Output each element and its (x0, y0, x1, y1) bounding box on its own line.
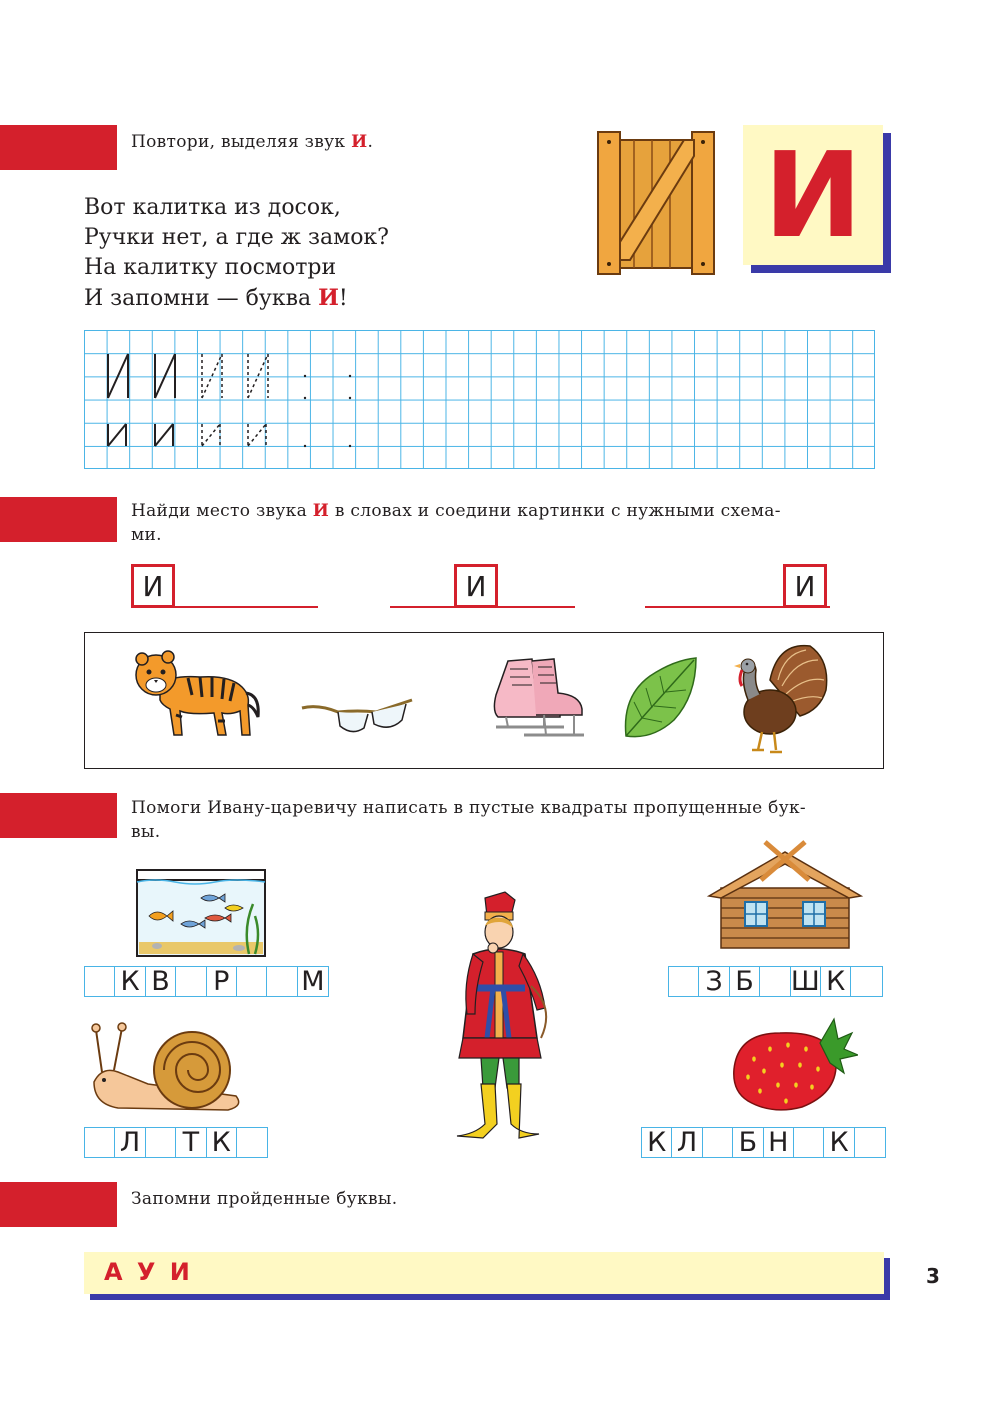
instruction-2-line2: ми. (131, 525, 162, 545)
hut-word-cells (668, 966, 883, 997)
letter-cell[interactable] (703, 1128, 733, 1157)
letter-cell[interactable] (267, 967, 297, 996)
section-marker-1 (0, 125, 117, 170)
leaf-picture[interactable] (620, 656, 700, 740)
instruction-1-suffix: . (367, 132, 374, 152)
poem-line-1: Вот калитка из досок, (84, 195, 341, 220)
snail-word-cells (84, 1127, 268, 1158)
letter-cell: К (821, 967, 851, 996)
instruction-3 (131, 796, 891, 844)
instruction-2-text: Найди место звука (131, 501, 308, 521)
instruction-1-text: Повтори, выделяя звук (131, 132, 346, 152)
letter-cell: В (146, 967, 176, 996)
instruction-2 (131, 499, 891, 547)
letter-cell[interactable] (794, 1128, 824, 1157)
letter-cell: К (824, 1128, 854, 1157)
letter-cell[interactable] (760, 967, 790, 996)
letter-cell[interactable] (176, 967, 206, 996)
letter-cell: Ш (790, 966, 820, 997)
letter-cell: Б (730, 967, 760, 996)
hut-picture (705, 840, 865, 952)
aquarium-picture (135, 868, 267, 958)
letter-cell[interactable] (85, 967, 115, 996)
instruction-2-rest: в словах и соедини картинки с нужными схема- (334, 501, 781, 521)
learned-letters: А У И (104, 1258, 193, 1286)
letter-cell[interactable] (237, 1128, 267, 1157)
turkey-picture[interactable] (730, 640, 830, 758)
letter-cell: М (301, 966, 325, 997)
poem-line-3: На калитку посмотри (84, 255, 337, 280)
ivan-tsarevich-picture (445, 888, 555, 1143)
poem-line-2: Ручки нет, а где ж замок? (84, 225, 389, 250)
scheme-2-box: И (454, 564, 498, 608)
letter-cell[interactable] (855, 1128, 885, 1157)
gate-illustration (596, 130, 716, 276)
instruction-4: Запомни пройденные буквы. (131, 1189, 398, 1209)
letter-card (743, 125, 883, 265)
poem-line-4 (84, 283, 389, 314)
scheme-3-box: И (783, 564, 827, 608)
poem-line-4-suffix: ! (338, 286, 348, 311)
letter-tracing (100, 350, 380, 450)
poem-line-4-text: И запомни — буква (84, 286, 312, 311)
letter-cell: Т (176, 1128, 206, 1157)
section-marker-2 (0, 497, 117, 542)
letter-cell: Н (764, 1128, 794, 1157)
letter-cell: Л (115, 1128, 145, 1157)
strawberry-picture (730, 1015, 858, 1115)
letter-cell[interactable] (237, 967, 267, 996)
glasses-picture[interactable] (298, 690, 418, 740)
instruction-1 (131, 130, 373, 154)
strawberry-word-cells (641, 1127, 886, 1158)
letter-cell: Р (207, 967, 237, 996)
letter-cell: К (207, 1128, 237, 1157)
big-letter: И (763, 126, 863, 264)
aquarium-word-cells (84, 966, 329, 997)
section-marker-3 (0, 793, 117, 838)
instruction-2-letter: И (312, 501, 330, 521)
poem-line-4-letter: И (318, 285, 339, 311)
instruction-1-letter: И (351, 132, 368, 152)
letter-cell[interactable] (669, 967, 699, 996)
letter-cell[interactable] (851, 967, 881, 996)
page-number: 3 (926, 1264, 940, 1288)
letter-cell: Л (672, 1128, 702, 1157)
section-marker-4 (0, 1182, 117, 1227)
tiger-picture[interactable] (130, 645, 265, 745)
learned-letters-bar (84, 1252, 884, 1294)
snail-picture (88, 1022, 248, 1114)
instruction-3-line2: вы. (131, 822, 161, 842)
letter-cell: З (699, 967, 729, 996)
poem (84, 193, 389, 314)
letter-cell[interactable] (146, 1128, 176, 1157)
letter-cell: К (115, 967, 145, 996)
skates-picture[interactable] (488, 655, 588, 740)
scheme-1-box: И (131, 564, 175, 608)
letter-cell: Б (733, 1128, 763, 1157)
letter-cell: К (642, 1128, 672, 1157)
letter-cell[interactable] (85, 1128, 115, 1157)
instruction-3-line1: Помоги Ивану-царевичу написать в пустые квадраты пропущенные бук- (131, 798, 806, 818)
